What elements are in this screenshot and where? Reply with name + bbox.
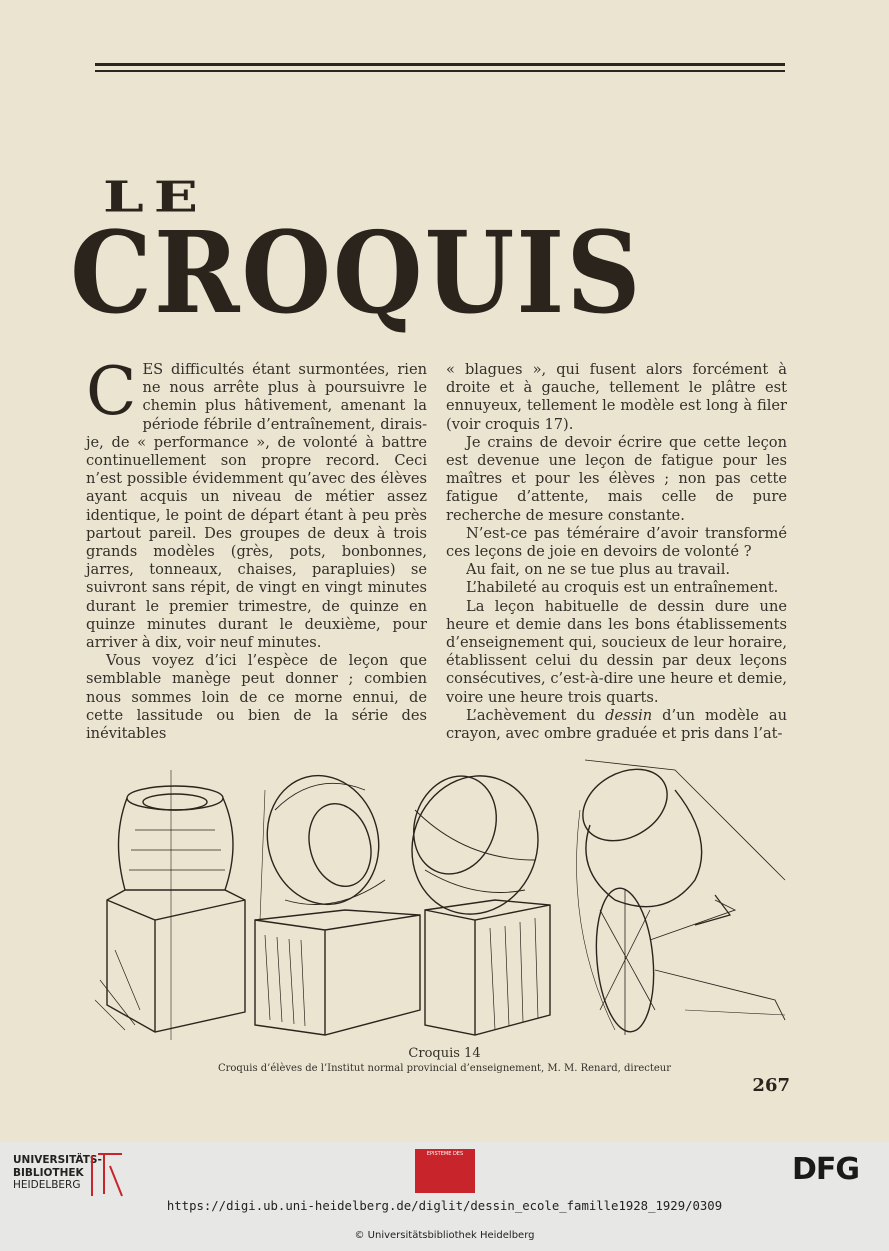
article-left-column xyxy=(86,353,427,743)
croquis-illustration xyxy=(95,750,795,1040)
paragraph-3: « blagues », qui fusent alors forcément à droite et à gauche, tellement le plâtre est ennuyeux, tellement le modèle est long à filer (voir croquis 17). xyxy=(446,361,787,433)
header-rule-thin xyxy=(95,70,785,72)
title-croquis: CROQUIS xyxy=(70,208,643,339)
episteme-logo[interactable]: EPISTEME DES xyxy=(415,1149,475,1193)
title-le: LE xyxy=(103,172,208,222)
dfg-logo[interactable]: DFG xyxy=(792,1152,860,1187)
sketch-barrel-on-box xyxy=(393,758,557,1035)
article-right-column xyxy=(446,361,787,743)
paragraph-2: Vous voyez d’ici l’espèce de leçon que semblable manège peut donner ; combien nous sommes loin de ce morne ennui, de cette lassitude ou bien de la série des inévitables xyxy=(86,652,427,743)
sketch-pot-on-box xyxy=(95,770,245,1040)
figure-caption-subtitle: Croquis d’élèves de l’Institut normal provincial d’enseignement, M. M. Renard, directeur xyxy=(217,1063,672,1074)
university-library-logo[interactable]: UNIVERSITÄTS- BIBLIOTHEK HEIDELBERG xyxy=(13,1154,102,1191)
library-mark-icon xyxy=(88,1150,124,1200)
paragraph-5: N’est-ce pas téméraire d’avoir transformé ces leçons de joie en devoirs de volonté ? xyxy=(446,524,787,561)
sketch-jug-and-umbrella xyxy=(570,755,785,1035)
paragraph-7: L’habileté au croquis est un entraînement. xyxy=(466,579,779,597)
permalink-url[interactable]: https://digi.ub.uni-heidelberg.de/diglit/dessin_ecole_famille1928_1929/0309 xyxy=(166,1199,723,1213)
paragraph-4: Je crains de devoir écrire que cette leçon est devenue une leçon de fatigue pour les maîtres et pour les élèves ; non pas cette fatigue d’attente, mais celle de pure recherche de mesure constante. xyxy=(446,433,787,524)
header-rule-thick xyxy=(95,63,785,66)
copyright-notice: © Universitätsbibliothek Heidelberg xyxy=(354,1230,535,1241)
sketch-cylinder-on-box xyxy=(253,763,420,1035)
paragraph-9: L’achèvement du dessin d’un modèle au crayon, avec ombre graduée et pris dans l’at- xyxy=(446,706,787,743)
drop-cap: C xyxy=(86,353,137,430)
paragraph-1: CES difficultés étant surmontées, rien ne nous arrête plus à poursuivre le chemin plus hâtivement, amenant la période fébrile d’entraînement, dirais-je, de « performance », de volonté à battre continuellement son propre record. Ceci n’est possible évidemment qu’avec des élèves ayant acquis un niveau de métier assez identique, le point de départ étant à peu près partout pareil. Des groupes de deux à trois grands modèles (grès, pots, bonbonnes, jarres, tonneaux, chaises, parapluies) se suivront sans répit, de vingt en vingt minutes durant le premier trimestre, de quinze en quinze minutes durant le deuxième, pour arriver à dix, voir neuf minutes. xyxy=(86,353,427,652)
paragraph-6: Au fait, on ne se tue plus au travail. xyxy=(466,561,731,579)
figure-caption-title: Croquis 14 xyxy=(408,1046,481,1061)
paragraph-8: La leçon habituelle de dessin dure une heure et demie dans les bons établissements d’enseignement qui, soucieux de leur horaire, établissent celui du dessin par deux leçons consécutives, c’est-à-dire une heure et demie, voire une heure trois quarts. xyxy=(446,597,787,706)
page-number: 267 xyxy=(752,1075,790,1096)
